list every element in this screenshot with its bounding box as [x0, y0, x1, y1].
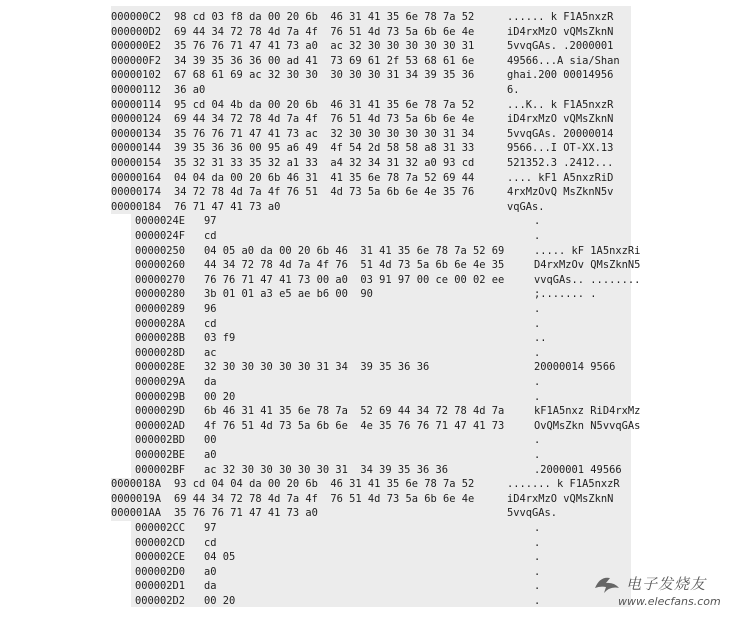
address-cell: 000000C2 [111, 11, 162, 23]
address-cell: 000002D0 [135, 565, 186, 578]
address-cell: 00000114 [111, 98, 162, 111]
row-margin [111, 579, 131, 594]
address-cell: 0000024E [135, 215, 186, 228]
hex-row [111, 521, 631, 536]
watermark-logo-icon [592, 574, 622, 596]
hex-row [111, 10, 631, 25]
ascii-cell: 6. [507, 84, 520, 96]
hex-row [111, 200, 631, 215]
address-cell: 000002D1 [135, 580, 186, 593]
ascii-cell: iD4rxMzO vQMsZknN [507, 25, 614, 38]
hex-bytes-cell: 44 34 72 78 4d 7a 4f 76 51 4d 73 5a 6b 6e 4e 35 [204, 259, 505, 272]
address-cell: 0000024F [135, 230, 186, 242]
address-cell: 00000174 [111, 186, 162, 199]
ascii-cell: iD4rxMzO vQMsZknN [507, 492, 614, 505]
address-cell: 00000250 [135, 244, 186, 257]
address-cell: 00000102 [111, 69, 162, 82]
hex-row [111, 185, 631, 200]
hex-row [111, 550, 631, 565]
row-margin [111, 302, 131, 317]
hex-bytes-cell: 35 32 31 33 35 32 a1 33 a4 32 34 31 32 a0 93 cd [174, 157, 475, 169]
address-cell: 0000029A [135, 376, 186, 388]
hex-bytes-cell: cd [204, 536, 217, 549]
address-cell: 000002CD [135, 536, 186, 549]
hex-row [111, 565, 631, 580]
hex-bytes-cell: cd [204, 230, 217, 242]
hex-bytes-cell: 34 72 78 4d 7a 4f 76 51 4d 73 5a 6b 6e 4e 35 76 [174, 186, 475, 199]
hex-bytes-cell: 04 05 a0 da 00 20 6b 46 31 41 35 6e 78 7a 52 69 [204, 244, 505, 257]
hex-row [111, 54, 631, 69]
ascii-cell: 521352.3 .2412... [507, 157, 614, 169]
address-cell: 000002BF [135, 463, 186, 476]
hex-row [111, 506, 631, 521]
hex-row [111, 156, 631, 171]
row-margin [111, 550, 131, 565]
hex-bytes-cell: 76 76 71 47 41 73 00 a0 03 91 97 00 ce 00 02 ee [204, 273, 505, 286]
ascii-cell: . [534, 565, 541, 578]
hex-row [111, 433, 631, 448]
ascii-cell: .. [534, 332, 547, 345]
hex-bytes-cell: 6b 46 31 41 35 6e 78 7a 52 69 44 34 72 78 4d 7a [204, 405, 505, 418]
hex-bytes-cell: 35 76 76 71 47 41 73 a0 [174, 507, 318, 520]
hex-bytes-cell: 00 20 [204, 390, 236, 403]
hex-row [111, 39, 631, 54]
hex-row [111, 112, 631, 127]
hex-bytes-cell: ac 32 30 30 30 30 30 31 34 39 35 36 36 [204, 463, 448, 476]
hex-row [111, 302, 631, 317]
hex-row [111, 360, 631, 375]
hex-row [111, 390, 631, 405]
address-cell: 0000029B [135, 390, 186, 403]
address-cell: 00000144 [111, 142, 162, 155]
address-cell: 00000270 [135, 273, 186, 286]
row-margin [111, 244, 131, 259]
hex-bytes-cell: cd [204, 317, 217, 330]
address-cell: 000000F2 [111, 54, 162, 67]
ascii-cell: D4rxMzOv QMsZknN5 [534, 259, 641, 272]
ascii-cell: . [534, 522, 541, 534]
hex-row [111, 244, 641, 259]
address-cell: 00000124 [111, 113, 162, 126]
row-margin [111, 433, 131, 448]
hex-bytes-cell: da [204, 376, 217, 388]
ascii-cell: 5vvqGAs. [507, 507, 558, 520]
address-cell: 00000184 [111, 200, 162, 213]
hex-bytes-cell: 39 35 36 36 00 95 a6 49 4f 54 2d 58 58 a8 31 33 [174, 142, 475, 155]
row-margin [111, 331, 131, 346]
address-cell: 000002BE [135, 449, 186, 461]
address-cell: 000000E2 [111, 40, 162, 53]
hex-bytes-cell: 97 [204, 522, 217, 534]
hex-row [111, 141, 631, 156]
address-cell: 00000154 [111, 157, 162, 169]
row-margin [111, 404, 131, 419]
ascii-cell: 4rxMzOvQ MsZknN5v [507, 186, 614, 199]
ascii-cell: . [534, 376, 541, 388]
hex-bytes-cell: 00 20 [204, 595, 236, 607]
hex-bytes-cell: 34 39 35 36 36 00 ad 41 73 69 61 2f 53 68 61 6e [174, 54, 475, 67]
row-margin [111, 360, 131, 375]
hex-row [111, 594, 631, 609]
hex-bytes-cell: 00 [204, 434, 217, 447]
hex-row [111, 579, 631, 594]
hex-bytes-cell: 76 71 47 41 73 a0 [174, 200, 281, 213]
row-margin [111, 229, 131, 244]
address-cell: 00000112 [111, 84, 162, 96]
row-margin [111, 287, 131, 302]
hex-row [111, 375, 631, 390]
hex-bytes-cell: 95 cd 04 4b da 00 20 6b 46 31 41 35 6e 78 7a 52 [174, 98, 475, 111]
watermark-url: www.elecfans.com [618, 595, 721, 608]
address-cell: 000000D2 [111, 25, 162, 38]
ascii-cell: . [534, 595, 547, 607]
row-margin [111, 375, 131, 390]
hex-bytes-cell: ac [204, 346, 217, 359]
address-cell: 000002CC [135, 522, 186, 534]
ascii-cell: kF1A5nxz RiD4rxMz [534, 405, 641, 418]
hex-row [111, 331, 631, 346]
watermark-text: 电子发烧友 [626, 575, 707, 593]
hex-bytes-cell: 93 cd 04 04 da 00 20 6b 46 31 41 35 6e 78 7a 52 [174, 478, 475, 491]
ascii-cell: . [534, 536, 541, 549]
hex-row [111, 492, 631, 507]
row-margin [111, 317, 131, 332]
hex-bytes-cell: 97 [204, 215, 217, 228]
hex-bytes-cell: a0 [204, 449, 217, 461]
row-margin [111, 214, 131, 229]
ascii-cell: OvQMsZkn N5vvqGAs [534, 419, 641, 432]
ascii-cell: ..... kF 1A5nxzRi [534, 244, 641, 257]
hex-bytes-cell: 4f 76 51 4d 73 5a 6b 6e 4e 35 76 76 71 47 41 73 [204, 419, 505, 432]
ascii-cell: ...... k F1A5nxzR [507, 11, 614, 23]
ascii-cell: . [534, 303, 541, 315]
address-cell: 00000289 [135, 303, 186, 315]
address-cell: 0000018A [111, 478, 162, 491]
ascii-cell: ghai.200 00014956 [507, 69, 614, 82]
address-cell: 0000028D [135, 346, 186, 359]
row-margin [111, 463, 131, 478]
ascii-cell: . [534, 215, 541, 228]
hex-bytes-cell: 32 30 30 30 30 30 31 34 39 35 36 36 [204, 361, 430, 374]
ascii-cell: ...K.. k F1A5nxzR [507, 98, 614, 111]
ascii-cell: . [534, 434, 541, 447]
row-margin [111, 594, 131, 609]
ascii-cell: . [534, 317, 541, 330]
ascii-cell: 20000014 9566 [534, 361, 616, 374]
address-cell: 000001AA [111, 507, 162, 520]
ascii-cell: vvqGAs.. ........ [534, 273, 641, 286]
hex-bytes-cell: 3b 01 01 a3 e5 ae b6 00 90 [204, 288, 373, 301]
address-cell: 0000028E [135, 361, 186, 374]
ascii-cell: . [534, 580, 541, 593]
hex-bytes-cell: 69 44 34 72 78 4d 7a 4f 76 51 4d 73 5a 6b 6e 4e [174, 25, 475, 38]
hex-row [111, 83, 631, 98]
address-cell: 000002CE [135, 551, 186, 564]
ascii-cell: .2000001 49566 [534, 463, 622, 476]
hex-dump-panel [111, 6, 641, 607]
row-margin [111, 258, 131, 273]
hex-bytes-cell: 98 cd 03 f8 da 00 20 6b 46 31 41 35 6e 78 7a 52 [174, 11, 475, 23]
ascii-cell: .... kF1 A5nxzRiD [507, 171, 614, 184]
hex-row [111, 404, 641, 419]
hex-row [111, 258, 641, 273]
hex-row [111, 68, 631, 83]
ascii-cell: 5vvqGAs. 20000014 [507, 127, 614, 140]
address-cell: 0000029D [135, 405, 186, 418]
ascii-cell: iD4rxMzO vQMsZknN [507, 113, 614, 126]
hex-row [111, 463, 631, 478]
row-margin [111, 419, 131, 434]
ascii-cell: . [534, 449, 541, 461]
hex-row [111, 98, 631, 113]
ascii-cell: . [534, 346, 541, 359]
address-cell: 00000260 [135, 259, 186, 272]
hex-row [111, 477, 631, 492]
address-cell: 00000280 [135, 288, 186, 301]
hex-row [111, 536, 631, 551]
row-margin [111, 390, 131, 405]
row-margin [111, 565, 131, 580]
address-cell: 0000028A [135, 317, 186, 330]
hex-bytes-cell: 04 04 da 00 20 6b 46 31 41 35 6e 78 7a 52 69 44 [174, 171, 475, 184]
address-cell: 000002BD [135, 434, 186, 447]
ascii-cell: . [534, 230, 541, 242]
hex-row [111, 214, 631, 229]
ascii-cell: vqGAs. [507, 200, 545, 213]
ascii-cell: . [534, 551, 541, 564]
ascii-cell: 9566...I OT-XX.13 [507, 142, 614, 155]
ascii-cell: . [534, 390, 547, 403]
watermark [592, 572, 726, 620]
ascii-cell: ....... k F1A5nxzR [507, 478, 620, 491]
row-margin [111, 346, 131, 361]
hex-bytes-cell: 03 f9 [204, 332, 236, 345]
hex-bytes-cell: 36 a0 [174, 84, 206, 96]
hex-bytes-cell: a0 [204, 565, 217, 578]
row-margin [111, 521, 131, 536]
row-margin [111, 448, 131, 463]
ascii-cell: 5vvqGAs. .2000001 [507, 40, 614, 53]
hex-row [111, 448, 631, 463]
hex-row [111, 346, 631, 361]
hex-bytes-cell: 96 [204, 303, 217, 315]
address-cell: 00000134 [111, 127, 162, 140]
hex-row [111, 419, 641, 434]
hex-row [111, 127, 631, 142]
address-cell: 0000019A [111, 492, 162, 505]
address-cell: 00000164 [111, 171, 162, 184]
hex-bytes-cell: 69 44 34 72 78 4d 7a 4f 76 51 4d 73 5a 6b 6e 4e [174, 113, 475, 126]
hex-row [111, 229, 631, 244]
hex-bytes-cell: 35 76 76 71 47 41 73 a0 ac 32 30 30 30 30 30 31 [174, 40, 475, 53]
ascii-cell: 49566...A sia/Shan [507, 54, 620, 67]
hex-row [111, 273, 641, 288]
hex-row [111, 171, 631, 186]
hex-row [111, 287, 631, 302]
row-margin [111, 273, 131, 288]
hex-bytes-cell: 04 05 [204, 551, 236, 564]
ascii-cell: ;....... . [534, 288, 597, 301]
row-margin [111, 536, 131, 551]
address-cell: 000002AD [135, 419, 186, 432]
address-cell: 000002D2 [135, 595, 186, 607]
hex-bytes-cell: da [204, 580, 217, 593]
hex-row [111, 317, 631, 332]
hex-bytes-cell: 35 76 76 71 47 41 73 ac 32 30 30 30 30 30 31 34 [174, 127, 475, 140]
hex-bytes-cell: 67 68 61 69 ac 32 30 30 30 30 30 31 34 39 35 36 [174, 69, 475, 82]
address-cell: 0000028B [135, 332, 186, 345]
hex-bytes-cell: 69 44 34 72 78 4d 7a 4f 76 51 4d 73 5a 6b 6e 4e [174, 492, 475, 505]
hex-row [111, 25, 631, 40]
